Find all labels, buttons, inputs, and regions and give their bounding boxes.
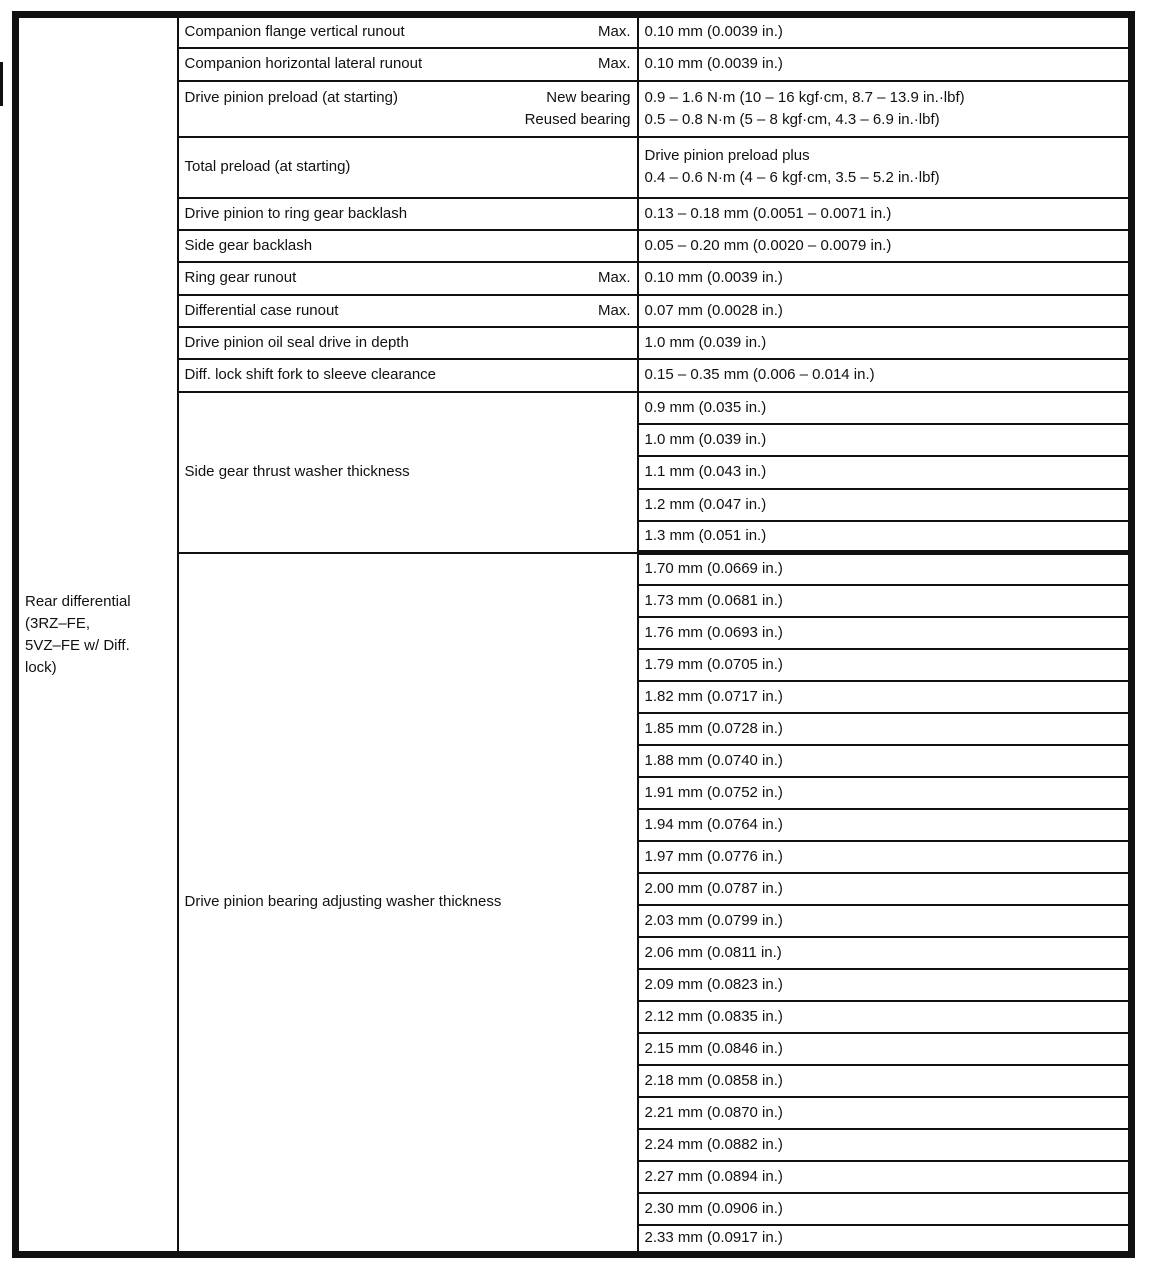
washer-value-cell: 2.21 mm (0.0870 in.) (638, 1097, 1132, 1129)
margin-mark (0, 62, 3, 106)
spec-value-line: 0.5 – 0.8 N·m (5 – 8 kgf·cm, 4.3 – 6.9 in.·lbf) (644, 110, 940, 128)
spec-row (16, 198, 1132, 230)
pinion-washer-label-cell (178, 553, 638, 1255)
washer-value-cell: 1.97 mm (0.0776 in.) (638, 841, 1132, 873)
spec-value-cell (638, 81, 1132, 137)
washer-value-cell: 1.3 mm (0.051 in.) (638, 521, 1132, 553)
section-label-line: Rear differential (25, 592, 131, 610)
spec-sub-label: Reused bearing (524, 110, 631, 128)
spec-value-cell: 0.15 – 0.35 mm (0.006 – 0.014 in.) (638, 359, 1132, 392)
washer-row (16, 392, 1132, 424)
spec-item-label: Drive pinion oil seal drive in depth (184, 333, 409, 351)
washer-value-cell: 0.9 mm (0.035 in.) (638, 392, 1132, 424)
spec-value-cell: 0.10 mm (0.0039 in.) (638, 262, 1132, 295)
washer-value-cell: 2.03 mm (0.0799 in.) (638, 905, 1132, 937)
spec-item-qualifier: Max. (597, 269, 631, 286)
spec-item-qualifier: Max. (597, 23, 631, 41)
spec-row (16, 359, 1132, 392)
spec-item-label: Drive pinion preload (at starting) (184, 88, 398, 106)
spec-value-cell: 0.13 – 0.18 mm (0.0051 – 0.0071 in.) (638, 198, 1132, 230)
section-label-line: lock) (25, 658, 57, 676)
specification-table (12, 11, 1135, 1258)
washer-value-cell: 2.12 mm (0.0835 in.) (638, 1001, 1132, 1033)
section-label-line: (3RZ–FE, (25, 614, 91, 632)
washer-value-cell: 1.88 mm (0.0740 in.) (638, 745, 1132, 777)
spec-item-label: Total preload (at starting) (184, 158, 351, 175)
spec-item-cell (178, 81, 638, 137)
spec-item-label: Drive pinion to ring gear backlash (184, 204, 408, 222)
spec-item-label: Side gear backlash (184, 236, 313, 254)
spec-row (16, 327, 1132, 359)
spec-item-qualifier: Max. (597, 301, 631, 319)
washer-row (16, 553, 1132, 585)
washer-value-cell: 1.79 mm (0.0705 in.) (638, 649, 1132, 681)
spec-value-line: 0.9 – 1.6 N·m (10 – 16 kgf·cm, 8.7 – 13.9 in.·lbf) (644, 88, 965, 106)
spec-row (16, 137, 1132, 198)
spec-row (16, 15, 1132, 48)
spec-value-cell: 1.0 mm (0.039 in.) (638, 327, 1132, 359)
spec-item-label: Drive pinion bearing adjusting washer thickness (184, 893, 502, 911)
washer-value-cell: 1.73 mm (0.0681 in.) (638, 585, 1132, 617)
spec-value-cell: 0.07 mm (0.0028 in.) (638, 295, 1132, 327)
washer-value-cell: 1.91 mm (0.0752 in.) (638, 777, 1132, 809)
spec-row (16, 295, 1132, 327)
washer-value-cell: 1.2 mm (0.047 in.) (638, 489, 1132, 521)
spec-item-label: Companion horizontal lateral runout (184, 55, 423, 72)
washer-value-cell: 2.06 mm (0.0811 in.) (638, 937, 1132, 969)
section-label-cell (16, 15, 178, 1255)
washer-value-cell: 2.33 mm (0.0917 in.) (638, 1225, 1132, 1255)
washer-value-cell: 2.30 mm (0.0906 in.) (638, 1193, 1132, 1225)
spec-row (16, 262, 1132, 295)
washer-value-cell: 1.82 mm (0.0717 in.) (638, 681, 1132, 713)
washer-value-cell: 2.27 mm (0.0894 in.) (638, 1161, 1132, 1193)
washer-value-cell: 1.70 mm (0.0669 in.) (638, 553, 1132, 585)
spec-item-cell (178, 15, 638, 48)
washer-value-cell: 1.0 mm (0.039 in.) (638, 424, 1132, 456)
washer-value-cell: 2.24 mm (0.0882 in.) (638, 1129, 1132, 1161)
washer-value-cell: 2.09 mm (0.0823 in.) (638, 969, 1132, 1001)
washer-value-cell: 1.85 mm (0.0728 in.) (638, 713, 1132, 745)
spec-item-cell (178, 230, 638, 262)
washer-value-cell: 1.76 mm (0.0693 in.) (638, 617, 1132, 649)
spec-row (16, 48, 1132, 81)
spec-item-cell (178, 262, 638, 295)
spec-item-label: Side gear thrust washer thickness (184, 463, 410, 480)
spec-sub-label: New bearing (546, 88, 631, 106)
spec-row (16, 230, 1132, 262)
spec-item-cell (178, 137, 638, 198)
washer-value-cell: 2.18 mm (0.0858 in.) (638, 1065, 1132, 1097)
washer-value-cell: 2.15 mm (0.0846 in.) (638, 1033, 1132, 1065)
spec-item-cell (178, 295, 638, 327)
side-gear-washer-label-cell (178, 392, 638, 553)
washer-value-cell: 1.1 mm (0.043 in.) (638, 456, 1132, 489)
spec-item-cell (178, 327, 638, 359)
spec-item-label: Companion flange vertical runout (184, 23, 405, 41)
washer-value-cell: 1.94 mm (0.0764 in.) (638, 809, 1132, 841)
spec-value-cell: 0.10 mm (0.0039 in.) (638, 15, 1132, 48)
spec-item-cell (178, 198, 638, 230)
spec-value-line: 0.4 – 0.6 N·m (4 – 6 kgf·cm, 3.5 – 5.2 in.·lbf) (644, 169, 940, 186)
spec-item-label: Differential case runout (184, 301, 339, 319)
spec-row (16, 81, 1132, 137)
spec-value-cell (638, 137, 1132, 198)
spec-item-label: Diff. lock shift fork to sleeve clearance (184, 366, 436, 383)
spec-value-cell: 0.10 mm (0.0039 in.) (638, 48, 1132, 81)
spec-item-label: Ring gear runout (184, 269, 297, 286)
washer-value-cell: 2.00 mm (0.0787 in.) (638, 873, 1132, 905)
spec-item-cell (178, 48, 638, 81)
spec-item-cell (178, 359, 638, 392)
spec-value-cell: 0.05 – 0.20 mm (0.0020 – 0.0079 in.) (638, 230, 1132, 262)
section-label-line: 5VZ–FE w/ Diff. (25, 636, 130, 654)
spec-item-qualifier: Max. (597, 55, 631, 72)
spec-value-line: Drive pinion preload plus (644, 147, 810, 164)
